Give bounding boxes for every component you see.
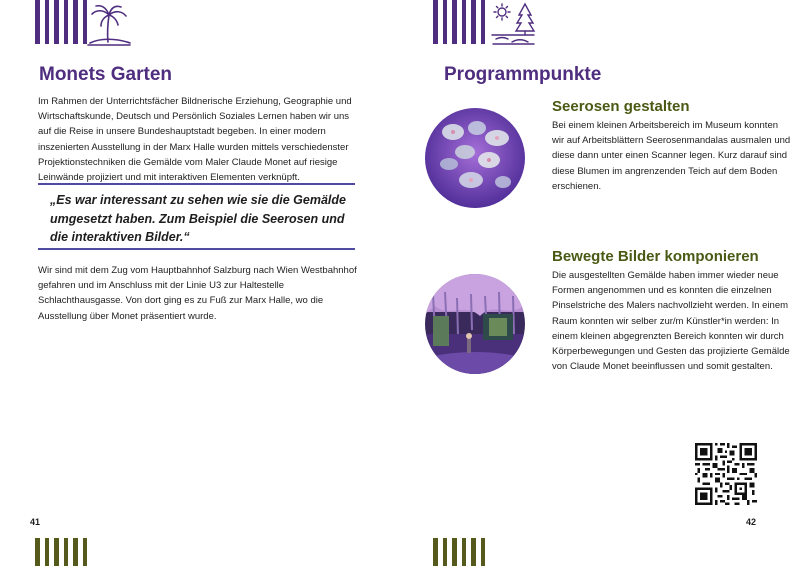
left-page-title: Monets Garten <box>39 64 173 85</box>
palm-tree-icon <box>86 2 132 46</box>
qr-code-icon[interactable] <box>695 443 757 505</box>
section-1-heading: Seerosen gestalten <box>552 98 690 115</box>
page-number-right: 42 <box>746 517 757 527</box>
section-2-text: Die ausgestellten Gemälde haben immer wieder neue Formen angenommen und es konnten die einzelnen Pinselstriche des Malers nachvollzieht werden. In einem Raum konnten wir selber zur/m Künstler*in werden: In einem kleinen abgegrenzten Bereich konnten wir durch Körperbewegungen und Gesten das projizierte Gemälde von Claude Monet beeinflussen und somit gestalten. <box>552 270 790 373</box>
bottom-left-stripes <box>35 538 87 566</box>
installation-photo <box>425 274 525 374</box>
bottom-right-stripes <box>433 538 485 566</box>
top-left-stripes <box>35 0 87 44</box>
water-lily-photo <box>425 108 525 208</box>
section-2-heading: Bewegte Bilder komponieren <box>552 248 759 265</box>
intro-paragraph: Im Rahmen der Unterrichtsfächer Bildnerische Erziehung, Geographie und Wirtschaftskunde, Deutsch und Persönlich Soziales Lernen haben wir uns auf die Reise in unsere Bundeshauptstadt begeben. In einer modern inszenierten Ausstellung in der Marx Halle wurden mittels verschiedenster Projektionstechniken die Gemälde vom Maler Claude Monet auf riesige Leinwände projiziert und mit interaktiven Elementen verknüpft. <box>38 96 352 184</box>
right-page-title: Programmpunkte <box>444 64 602 85</box>
travel-paragraph: Wir sind mit dem Zug vom Hauptbahnhof Salzburg nach Wien Westbahnhof gefahren und im Anschluss mit der Linie U3 zur Haltestelle Schlachthausgasse. Von dort ging es zu Fuß zur Marx Halle, wo die Ausstellung über Monet präsentiert wurde. <box>38 265 357 322</box>
sun-pine-landscape-icon <box>490 2 536 46</box>
section-1-text: Bei einem kleinen Arbeitsbereich im Museum konnten wir auf Arbeitsblättern Seerosenmandalas ausmalen und diese dann unter einen Scanner legen. Kurz darauf sind diese Blumen im angrenzenden Teich auf dem Boden erschienen. <box>552 120 791 192</box>
quote-bottom-rule <box>38 248 355 250</box>
page-number-left: 41 <box>30 517 41 527</box>
student-quote: „Es war interessant zu sehen wie sie die Gemälde umgesetzt haben. Zum Beispiel die Seerosen und die interaktiven Bilder.“ <box>50 193 346 244</box>
top-right-stripes <box>433 0 485 44</box>
quote-top-rule <box>38 183 355 185</box>
